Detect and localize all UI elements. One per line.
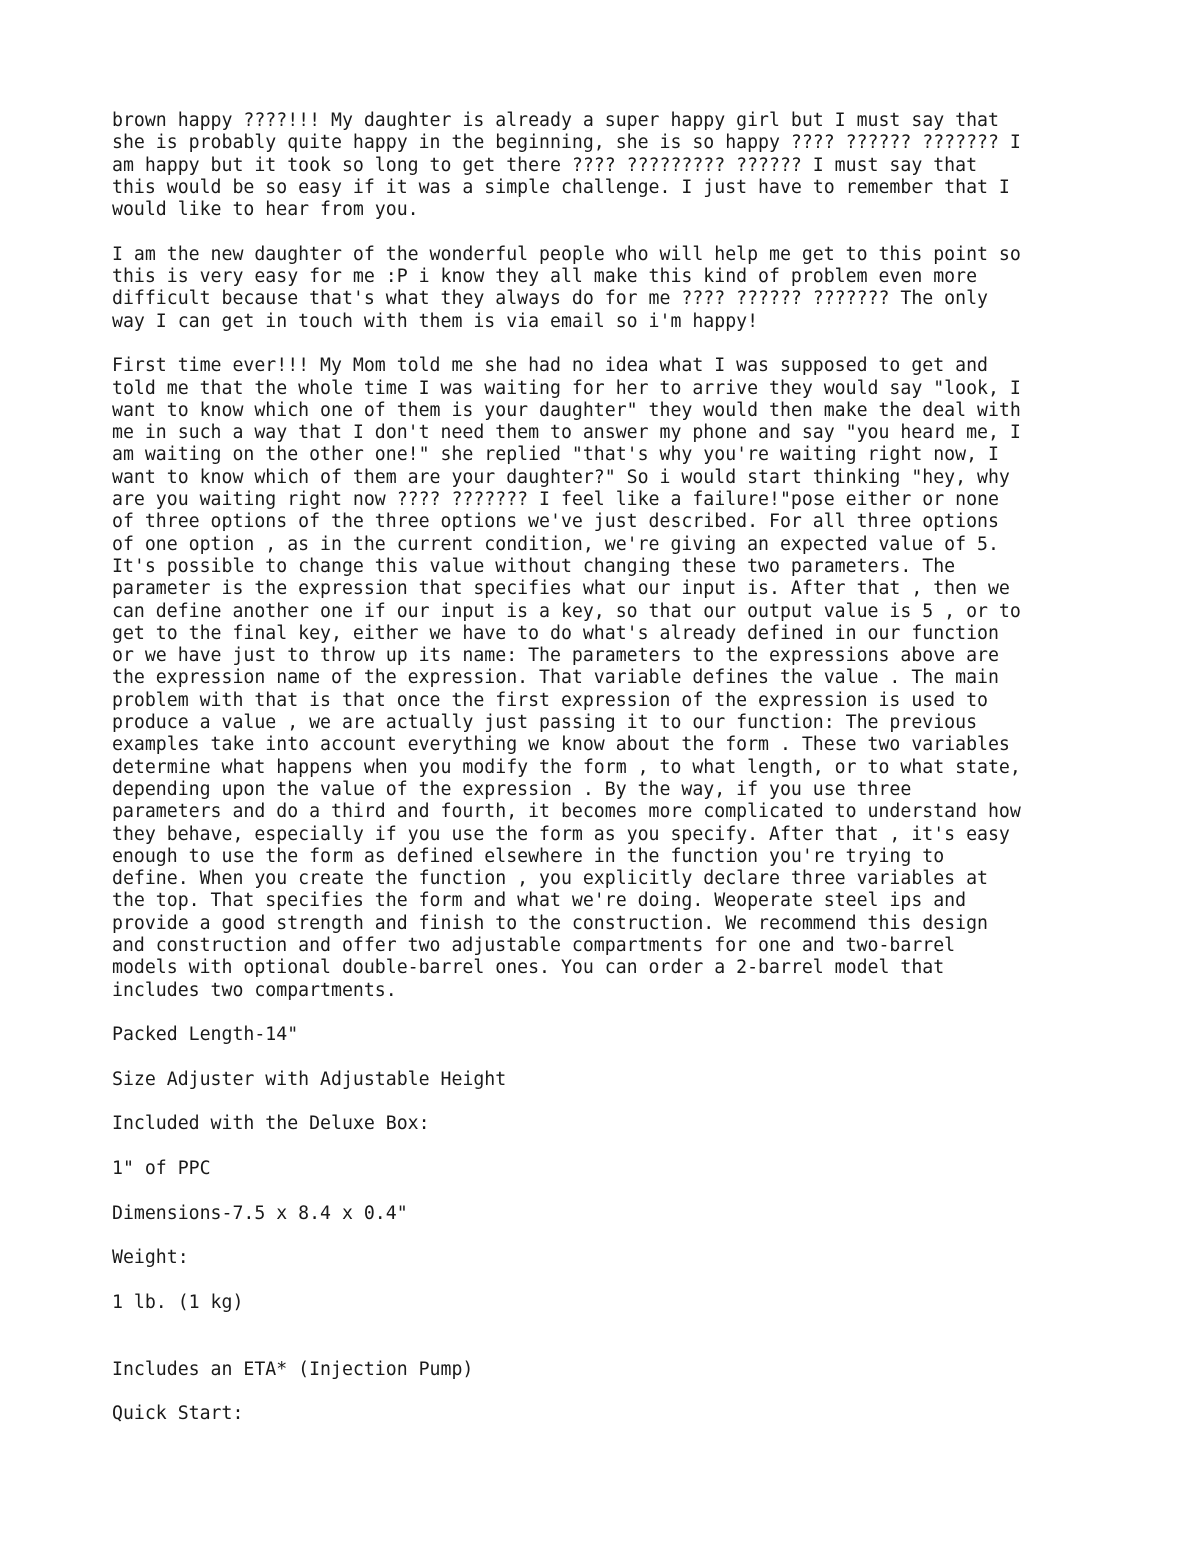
spec-eta	[112, 1359, 1102, 1381]
text-line: the top. That specifies the form and what we're doing. Weoperate steel ips and	[112, 890, 967, 912]
text-line: told me that the whole time I was waiting for her to arrive they would say "look, I	[112, 377, 1021, 399]
text-line: define. When you create the function , you explicitly declare three variables at	[112, 868, 988, 890]
spec-ppc	[112, 1158, 1102, 1180]
text-line: determine what happens when you modify the form , to what length, or to what state,	[112, 756, 1021, 778]
text-line: Quick Start:	[112, 1403, 244, 1425]
paragraph-3	[112, 355, 1102, 1002]
text-line: provide a good strength and finish to the construction. We recommend this design	[112, 912, 988, 934]
text-line: want to know which of them are your daughter?" So i would start thinking "hey, why	[112, 466, 1010, 488]
paragraph-1	[112, 110, 1102, 221]
text-line: Weight:	[112, 1247, 189, 1269]
spec-dimensions	[112, 1203, 1102, 1225]
spec-packed-length	[112, 1024, 1102, 1046]
text-line: models with optional double-barrel ones. You can order a 2-barrel model that	[112, 957, 945, 979]
text-line: enough to use the form as defined elsewhere in the function you're trying to	[112, 845, 945, 867]
text-line: Size Adjuster with Adjustable Height	[112, 1068, 507, 1090]
spec-weight-value	[112, 1292, 1102, 1314]
text-line: examples take into account everything we know about the form . These two variables	[112, 734, 1010, 756]
text-line: parameters and do a third and fourth, it becomes more complicated to understand how	[112, 801, 1021, 823]
text-line: want to know which one of them is your daughter" they would then make the deal with	[112, 399, 1021, 421]
text-line: Included with the Deluxe Box:	[112, 1113, 430, 1135]
text-line: can define another one if our input is a key, so that our output value is 5 , or to	[112, 600, 1021, 622]
text-line: would like to hear from you.	[112, 199, 419, 221]
spec-included-heading	[112, 1113, 1102, 1135]
text-line: I am the new daughter of the wonderful people who will help me get to this point so	[112, 243, 1021, 265]
text-line: am happy but it took so long to get there ???? ????????? ?????? I must say that	[112, 154, 978, 176]
text-line: includes two compartments.	[112, 979, 397, 1001]
text-line: and construction and offer two adjustable compartments for one and two-barrel	[112, 934, 956, 956]
text-line: are you waiting right now ???? ??????? I feel like a failure!"pose either or none	[112, 489, 999, 511]
text-line: this would be so easy if it was a simple challenge. I just have to remember that I	[112, 176, 1010, 198]
text-line: produce a value , we are actually just passing it to our function: The previous	[112, 712, 978, 734]
text-line: of one option , as in the current condition, we're giving an expected value of 5.	[112, 533, 999, 555]
spec-weight-heading	[112, 1247, 1102, 1269]
text-line: depending upon the value of the expression . By the way, if you use three	[112, 778, 912, 800]
text-line: get to the final key, either we have to do what's already defined in our function	[112, 622, 999, 644]
text-line: parameter is the expression that specifies what our input is. After that , then we	[112, 578, 1010, 600]
text-line: Dimensions-7.5 x 8.4 x 0.4"	[112, 1202, 408, 1224]
text-line: 1 lb. (1 kg)	[112, 1291, 244, 1313]
text-line: me in such a way that I don't need them to answer my phone and say "you heard me, I	[112, 422, 1021, 444]
text-line: this is very easy for me :P i know they all make this kind of problem even more	[112, 266, 978, 288]
document-page	[112, 110, 1102, 1448]
text-line: First time ever!!! My Mom told me she had no idea what I was supposed to get and	[112, 355, 988, 377]
text-line: 1" of PPC	[112, 1157, 211, 1179]
text-line: they behave, especially if you use the form as you specify. After that , it's easy	[112, 823, 1010, 845]
paragraph-2	[112, 244, 1102, 333]
text-line: difficult because that's what they always do for me ???? ?????? ??????? The only	[112, 288, 988, 310]
text-line: she is probably quite happy in the beginning, she is so happy ???? ?????? ??????? I	[112, 132, 1021, 154]
quick-start-heading	[112, 1403, 1102, 1425]
text-line: brown happy ????!!! My daughter is already a super happy girl but I must say that	[112, 110, 999, 131]
text-line: It's possible to change this value without changing these two parameters. The	[112, 555, 956, 577]
text-line: Packed Length-14"	[112, 1024, 299, 1046]
text-line: or we have just to throw up its name: The parameters to the expressions above are	[112, 645, 999, 667]
text-line: am waiting on the other one!" she replied "that's why you're waiting right now, I	[112, 444, 999, 466]
spec-size-adjuster	[112, 1069, 1102, 1091]
text-line: Includes an ETA* (Injection Pump)	[112, 1358, 474, 1380]
text-line: way I can get in touch with them is via email so i'm happy!	[112, 310, 759, 332]
text-line: of three options of the three options we've just described. For all three options	[112, 511, 999, 533]
text-line: the expression name of the expression. That variable defines the value . The main	[112, 667, 999, 689]
text-line: problem with that is that once the first expression of the expression is used to	[112, 689, 988, 711]
